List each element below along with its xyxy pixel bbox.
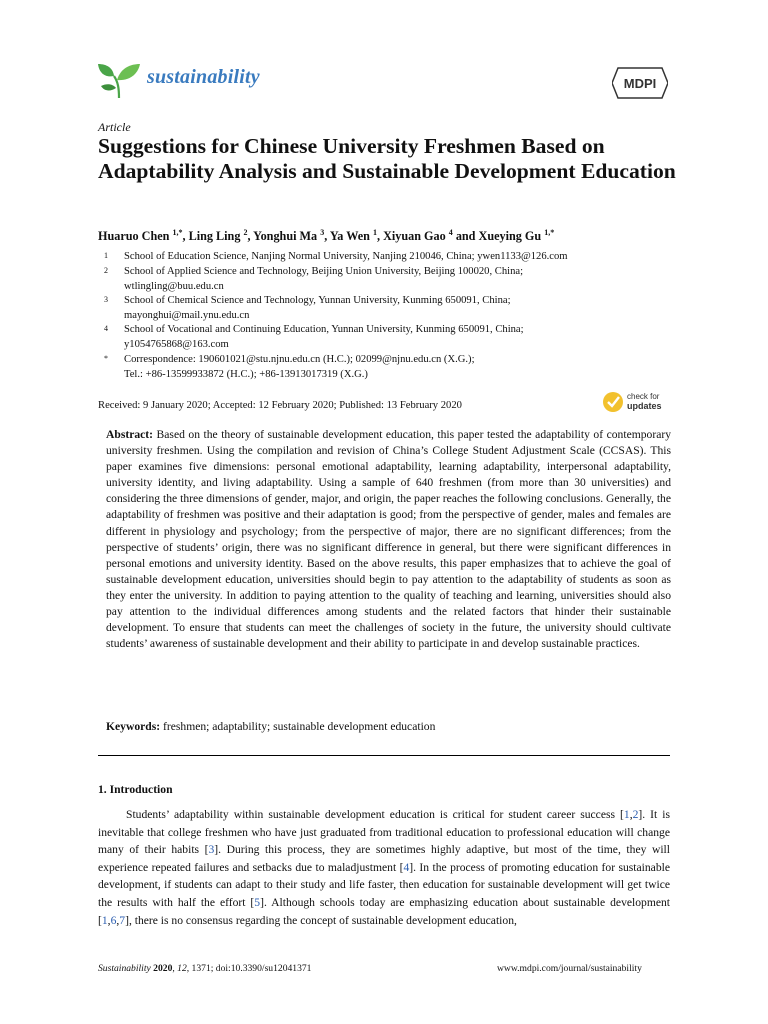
section-heading: 1. Introduction [98,783,173,796]
check-icon [603,392,623,412]
keywords-text: freshmen; adaptability; sustainable development education [163,720,436,733]
author-affiliation-marker: 3 [320,228,325,237]
affiliation-number: 3 [104,295,108,304]
check-for-updates-badge[interactable] [602,390,674,414]
affiliation-text: School of Chemical Science and Technology, Yunnan University, Kunming 650091, China; mayonghui@mail.ynu.edu.cn [124,295,511,321]
abstract [106,427,671,652]
affiliation-number: 4 [104,324,108,333]
author-name: Huaruo Chen [98,229,173,244]
author-list: Huaruo Chen $^{1,*}$, Ling Ling $^2$, Yonghui Ma $^3$, Ya Wen $^1$, Xiyuan Gao $^4$ and Xueying Gu $^{1,*}$ [98,228,555,244]
footer-citation: Sustainability 2020, 12, 1371; doi:10.3390/su12041371 [98,963,312,974]
author-name: Xiyuan Gao [383,229,449,244]
footer-url[interactable]: www.mdpi.com/journal/sustainability [497,963,642,974]
affiliation-text: School of Vocational and Continuing Education, Yunnan University, Kunming 650091, China; y1054765868@163.com [124,324,524,350]
updates-label: updates [627,401,662,411]
author-affiliation-marker: 1 [372,228,377,237]
leaf-logo-icon [96,58,142,100]
citation-link[interactable]: 3 [208,843,215,857]
introduction-paragraph: Students’ adaptability within sustainable development education is critical for student career success [1,2]. It is inevitable that college freshmen who have just graduated from traditional education to professional education will change many of their habits [3]. During this process, they are sometimes highly adaptive, but most of the time, they will experience repeated failures and setbacks due to maladjustment [4]. In the process of promoting education for sustainable development, if students can adapt to their study and life faster, then education for sustainable development will get twice the results with half the effort [5]. Although schools today are emphasizing education about sustainable development [1,6,7], there is no consensus regarding the concept of sustainable development education, [98,808,671,927]
citation-link[interactable]: 7 [119,913,126,927]
author-name: Yonghui Ma [253,229,321,244]
citation-link[interactable]: 4 [403,860,410,874]
author-affiliation-marker: 1,* [172,228,183,237]
abstract-text: Based on the theory of sustainable development education, this paper tested the adaptability of contemporary university freshmen. Using the compilation and revision of China’s College Student Adjustment Scale (CCSAS). This paper examines five dimensions: personal emotional adaptability, learning adaptability, interpersonal adaptability, university identity, and living adaptability. Using a sample of 640 freshmen (from more than 30 universities) and considering the three dimensions of gender, major, and origin, the paper reaches the following conclusions. Generally, the adaptability of freshmen was positive and their adaptation is good; from the perspective of gender, males and females are different in physiology and psychology; from the perspective of major, there are no significant differences; from the perspective of students’ origin, there was no significant difference in general, but there were significant differences in personal emotions and university identity. Based on the above results, this paper emphasizes that to achieve the goal of sustainable development education, universities should begin to pay attention to the adaptability of students as soon as they enter the university. In addition to paying attention to the quality of teaching and learning, universities should also pay attention to the individual differences among students and the related factors that hinder their sustainable development. To ensure that students can meet the challenges of society in the future, the university should cultivate students’ awareness of sustainable development and their ability to participate in and develop sustainable practices. [106,428,671,651]
citation-link[interactable]: 1 [623,808,630,821]
citation-link[interactable]: 5 [254,895,261,909]
citation-link[interactable]: 6 [110,913,117,927]
author-affiliation-marker: 4 [448,228,453,237]
mdpi-logo-icon [612,66,668,100]
citation-link[interactable]: 2 [632,808,639,821]
check-label: check for [627,392,660,401]
author-name: Ya Wen [329,229,373,244]
abstract-label: Abstract: [106,428,154,441]
footer-year: 2020 [153,963,173,974]
keywords-label: Keywords: [106,720,161,733]
paper-title: Suggestions for Chinese University Freshmen Based on Adaptability Analysis and Sustainable Development Education [98,134,676,183]
affiliation-number: 1 [104,251,108,260]
citation-link[interactable]: 1 [101,913,108,927]
journal-name: sustainability [147,66,260,88]
publication-dates: Received: 9 January 2020; Accepted: 12 February 2020; Published: 13 February 2020 [98,400,462,411]
affiliation-text: Correspondence: 190601021@stu.njnu.edu.cn (H.C.); 02099@njnu.edu.cn (X.G.); Tel.: +86-13599933872 (H.C.); +86-13913017319 (X.G.) [124,354,475,380]
affiliation-number: * [104,354,108,363]
affiliation-number: 2 [104,266,108,275]
author-name: Xueying Gu [478,229,545,244]
footer-doi: , 1371; doi:10.3390/su12041371 [186,963,312,974]
author-affiliation-marker: 2 [243,228,248,237]
affiliation-text: School of Education Science, Nanjing Normal University, Nanjing 210046, China; ywen1133@126.com [124,251,568,262]
keywords [106,720,435,733]
footer-volume: 12 [177,963,187,974]
author-affiliation-marker: 1,* [544,228,555,237]
author-name: Ling Ling [188,229,244,244]
publisher-name: MDPI [623,76,657,91]
footer-journal: Sustainability [98,963,151,974]
section-divider [98,755,670,756]
affiliation-text: School of Applied Science and Technology, Beijing Union University, Beijing 100020, China; wtlingling@buu.edu.cn [124,266,524,292]
article-type: Article [98,120,131,134]
